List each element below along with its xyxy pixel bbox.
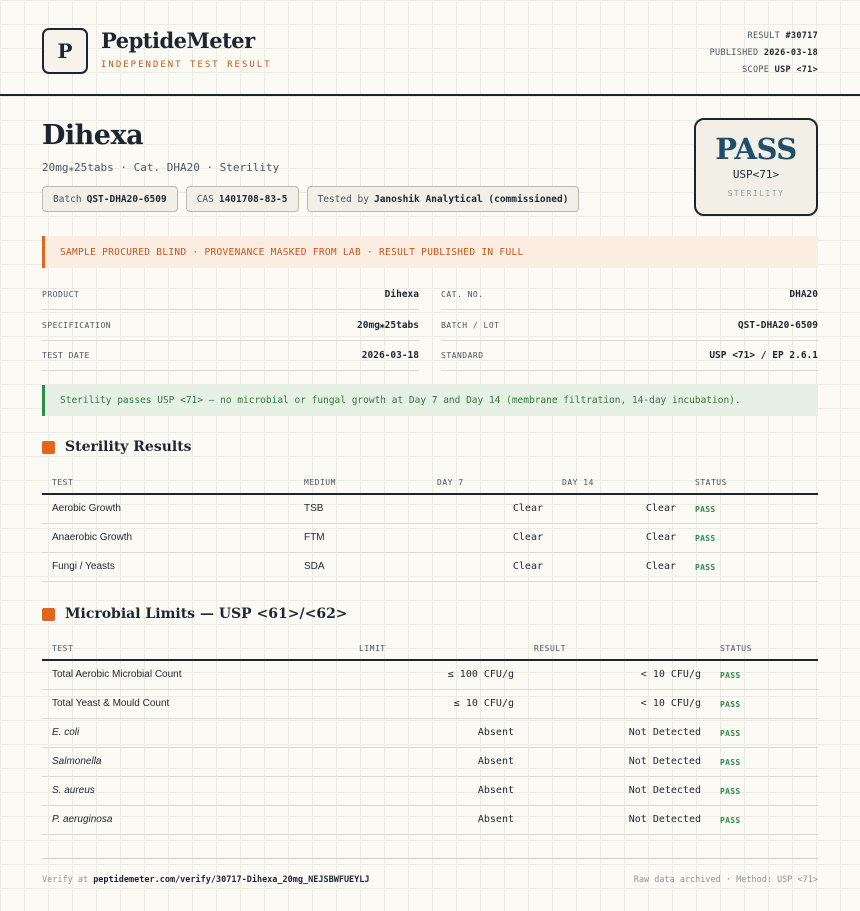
info-test-date [42, 341, 419, 371]
scope: SCOPE USP <71> [742, 65, 818, 75]
pass-badge [694, 118, 818, 216]
cell-limit: Absent [477, 814, 514, 825]
col-result: RESULT [534, 644, 566, 653]
col-medium: MEDIUM [304, 478, 336, 487]
cell-result: < 10 CFU/g [640, 669, 701, 680]
cell-day7: Clear [512, 561, 543, 572]
cell-day7: Clear [512, 503, 543, 514]
info-label: BATCH / LOT [441, 321, 500, 330]
table-row [42, 495, 818, 524]
cell-result: Not Detected [628, 727, 701, 738]
cell-limit: ≤ 10 CFU/g [453, 698, 514, 709]
sterility-section-title [42, 439, 192, 455]
table-row [42, 661, 818, 690]
col-status: STATUS [720, 644, 752, 653]
status-badge: PASS [720, 787, 741, 796]
cell-limit: Absent [477, 756, 514, 767]
info-label: STANDARD [441, 351, 484, 360]
info-product [42, 280, 419, 310]
status-badge: PASS [720, 729, 741, 738]
status-badge: PASS [720, 758, 741, 767]
badge-standard: USP<71> [732, 168, 780, 181]
status-badge: PASS [695, 563, 716, 572]
cell-limit: Absent [477, 785, 514, 796]
cell-test: Anaerobic Growth [52, 532, 133, 543]
cas-chip: CAS 1401708-83-5 [186, 186, 299, 212]
table-row [42, 748, 818, 777]
info-value: 20mg⁎25tabs [357, 320, 419, 331]
header-meta [710, 28, 818, 79]
col-day7: DAY 7 [437, 478, 464, 487]
sterility-table [42, 469, 818, 582]
info-standard [441, 341, 818, 371]
cell-test: Fungi / Yeasts [52, 561, 115, 572]
cell-test: E. coli [52, 727, 80, 738]
info-specification [42, 311, 419, 341]
brand-name: PeptideMeter [101, 28, 255, 53]
published-date: PUBLISHED 2026-03-18 [709, 48, 818, 58]
table-header [42, 635, 818, 661]
info-label: PRODUCT [42, 290, 80, 299]
badge-verdict: PASS [715, 132, 797, 166]
report-footer [42, 858, 818, 898]
cell-medium: FTM [304, 532, 325, 543]
table-row [42, 719, 818, 748]
col-limit: LIMIT [359, 644, 386, 653]
cell-day14: Clear [645, 532, 676, 543]
table-row [42, 777, 818, 806]
cell-result: < 10 CFU/g [640, 698, 701, 709]
cell-test: S. aureus [52, 785, 95, 796]
table-row [42, 806, 818, 835]
table-header [42, 469, 818, 495]
verify-link[interactable]: peptidemeter.com/verify/30717-Dihexa_20mg_NEJSBWFUEYLJ [93, 875, 370, 885]
microbial-table [42, 635, 818, 835]
status-badge: PASS [695, 505, 716, 514]
brand-logo: P [42, 28, 88, 74]
section-marker-icon [42, 441, 55, 454]
table-row [42, 524, 818, 553]
cell-test: Aerobic Growth [52, 503, 121, 514]
report-header [0, 0, 860, 96]
info-value: QST-DHA20-6509 [737, 320, 818, 331]
info-value: USP <71> / EP 2.6.1 [709, 350, 818, 361]
status-badge: PASS [720, 816, 741, 825]
cell-day7: Clear [512, 532, 543, 543]
info-label: CAT. NO. [441, 290, 484, 299]
brand-tagline: INDEPENDENT TEST RESULT [101, 60, 272, 70]
batch-chip: Batch QST-DHA20-6509 [42, 186, 178, 212]
cell-day14: Clear [645, 561, 676, 572]
summary-banner: Sterility passes USP <71> — no microbial or fungal growth at Day 7 and Day 14 (membrane filtration, 14-day incubation). [42, 385, 818, 416]
cell-result: Not Detected [628, 756, 701, 767]
section-heading: Sterility Results [65, 439, 192, 455]
col-test: TEST [52, 478, 74, 487]
cell-test: Total Aerobic Microbial Count [52, 669, 182, 680]
cell-medium: TSB [304, 503, 324, 514]
col-day14: DAY 14 [562, 478, 594, 487]
col-status: STATUS [695, 478, 727, 487]
badge-category: STERILITY [727, 189, 785, 198]
info-label: TEST DATE [42, 351, 90, 360]
product-subtitle: 20mg⁎25tabs · Cat. DHA20 · Sterility [42, 161, 280, 174]
provenance-banner: SAMPLE PROCURED BLIND · PROVENANCE MASKED FROM LAB · RESULT PUBLISHED IN FULL [42, 236, 818, 268]
result-id: RESULT #30717 [747, 31, 818, 41]
verify-line: Verify at peptidemeter.com/verify/30717-Dihexa_20mg_NEJSBWFUEYLJ [42, 875, 370, 885]
cell-limit: Absent [477, 727, 514, 738]
meta-chips [42, 186, 579, 212]
cell-test: Salmonella [52, 756, 102, 767]
microbial-section-title [42, 606, 348, 622]
status-badge: PASS [720, 671, 741, 680]
status-badge: PASS [720, 700, 741, 709]
section-marker-icon [42, 608, 55, 621]
product-title: Dihexa [42, 120, 144, 151]
info-label: SPECIFICATION [42, 321, 112, 330]
table-row [42, 553, 818, 582]
info-value: 2026-03-18 [361, 350, 419, 361]
cell-result: Not Detected [628, 785, 701, 796]
cell-day14: Clear [645, 503, 676, 514]
cell-medium: SDA [304, 561, 325, 572]
tested-by-chip: Tested by Janoshik Analytical (commissioned) [307, 186, 580, 212]
cell-result: Not Detected [628, 814, 701, 825]
table-row [42, 690, 818, 719]
cell-test: P. aeruginosa [52, 814, 113, 825]
cell-test: Total Yeast & Mould Count [52, 698, 170, 709]
info-cat-no [441, 280, 818, 310]
col-test: TEST [52, 644, 74, 653]
archive-note: Raw data archived · Method: USP <71> [633, 875, 818, 885]
cell-limit: ≤ 100 CFU/g [447, 669, 514, 680]
info-value: Dihexa [384, 289, 419, 300]
status-badge: PASS [695, 534, 716, 543]
section-heading: Microbial Limits — USP <61>/<62> [65, 606, 348, 622]
info-value: DHA20 [789, 289, 818, 300]
info-batch-lot [441, 311, 818, 341]
